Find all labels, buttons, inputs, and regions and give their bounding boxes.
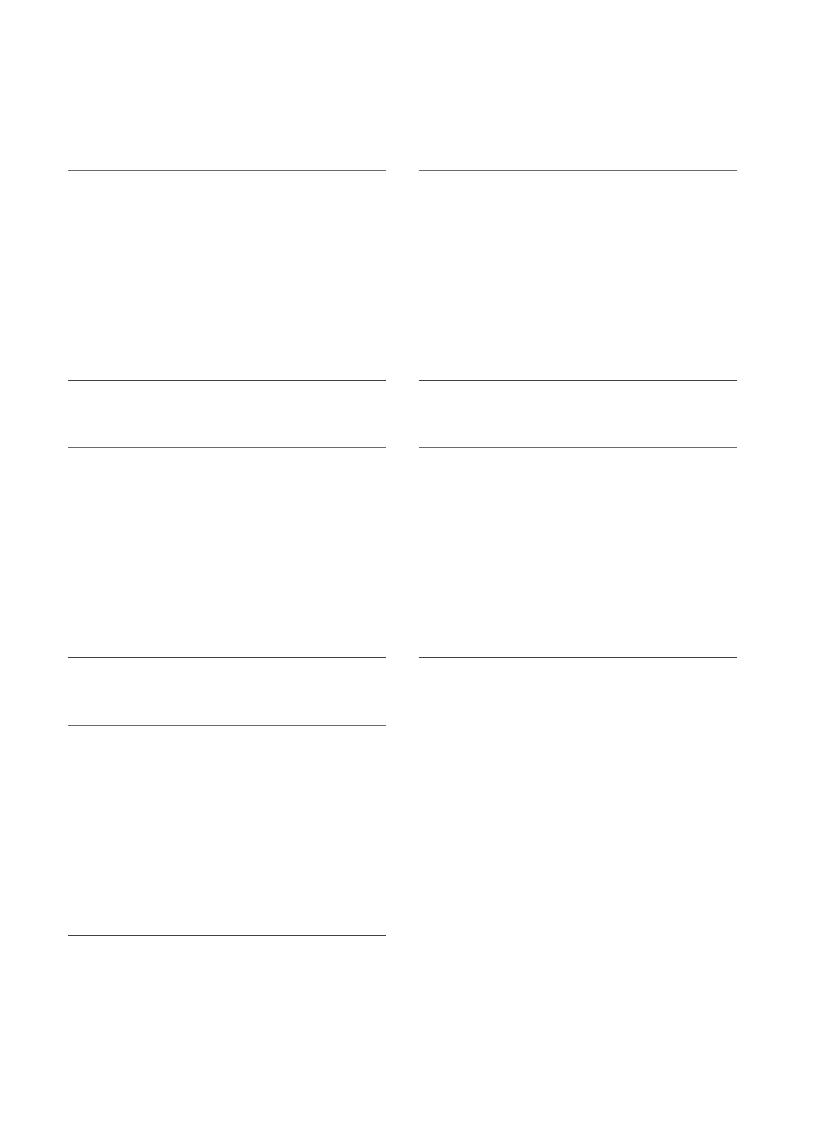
block-bottom-rule [419,380,737,381]
content-block-r2c2 [419,447,737,658]
block-top-rule [419,170,737,171]
block-bottom-rule [419,657,737,658]
content-block-r1c2 [419,170,737,381]
block-top-rule [419,447,737,448]
block-bottom-rule [68,657,386,658]
block-top-rule [68,447,386,448]
block-bottom-rule [68,380,386,381]
block-top-rule [68,170,386,171]
block-bottom-rule [68,935,386,936]
content-block-r1c1 [68,170,386,381]
content-block-r3c1 [68,725,386,936]
content-block-r2c1 [68,447,386,658]
block-top-rule [68,725,386,726]
